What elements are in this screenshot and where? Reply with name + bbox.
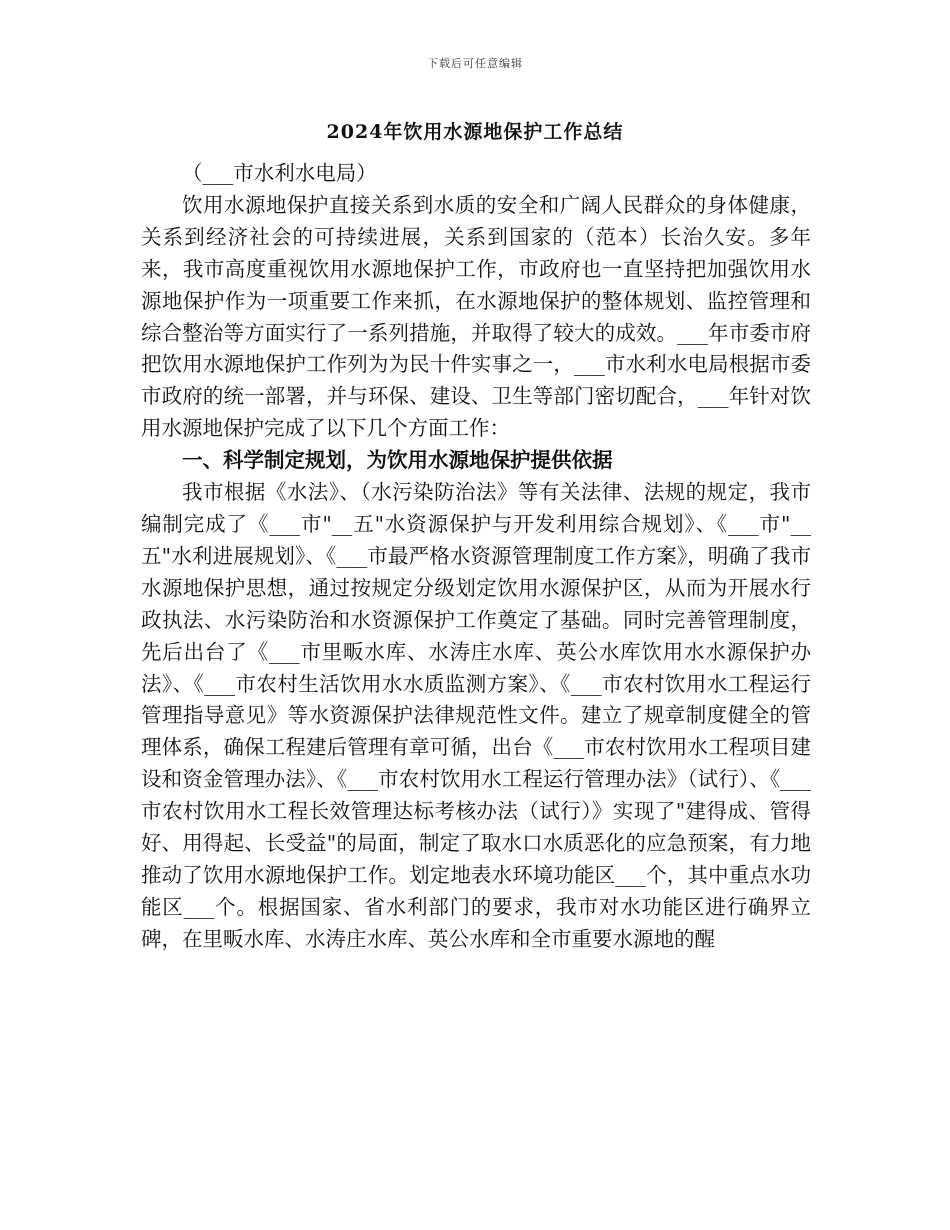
section-heading: 一、科学制定规划，为饮用水源地保护提供依据 <box>182 448 613 473</box>
document-title: 2024年饮用水源地保护工作总结 <box>326 121 624 143</box>
section-paragraph: 我市根据《水法》、（水污染防治法》等有关法律、法规的规定，我市编制完成了《___市"__五"水资源保护与开发利用综合规划》、《___市"__五"水利进展规划》、《___市最严格水资源管理制度工作方案》，明确了我市水源地保护思想，通过按规定分级划定饮用水源保护区，从而为开展水行政执法、水污染防治和水资源保护工作奠定了基础。同时完善管理制度，先后出台了《___市里畈水库、水涛庄水库、英公水库饮用水水源保护办法》、《___市农村生活饮用水水质监测方案》、《___市农村饮用水工程运行管理指导意见》等水资源保护法律规范性文件。建立了规章制度健全的管理体系，确保工程建后管理有章可循，出台《___市农村饮用水工程项目建设和资金管理办法》、《___市农村饮用水工程运行管理办法》（试行）、《___市农村饮用水工程长效管理达标考核办法（试行）》实现了"建得成、管得好、用得起、长受益"的局面，制定了取水口水质恶化的应急预案，有力地推动了饮用水源地保护工作。划定地表水环境功能区___个，其中重点水功能区___个。根据国家、省水利部门的要求，我市对水功能区进行确界立碑，在里畈水库、水涛庄水库、英公水库和全市重要水源地的醒 <box>141 480 811 951</box>
intro-paragraph: 饮用水源地保护直接关系到水质的安全和广阔人民群众的身体健康，关系到经济社会的可持续进展，关系到国家的（范本）长治久安。多年来，我市高度重视饮用水源地保护工作，市政府也一直坚持把加强饮用水源地保护作为一项重要工作来抓，在水源地保护的整体规划、监控管理和综合整治等方面实行了一系列措施，并取得了较大的成效。___年市委市府把饮用水源地保护工作列为为民十件实事之一，___市水利水电局根据市委市政府的统一部署，并与环保、建设、卫生等部门密切配合，___年针对饮用水源地保护完成了以下几个方面工作： <box>141 192 811 441</box>
author-line: （___市水利水电局） <box>182 161 377 185</box>
header-note: 下载后可任意编辑 <box>427 57 523 70</box>
document-body <box>141 158 811 956</box>
